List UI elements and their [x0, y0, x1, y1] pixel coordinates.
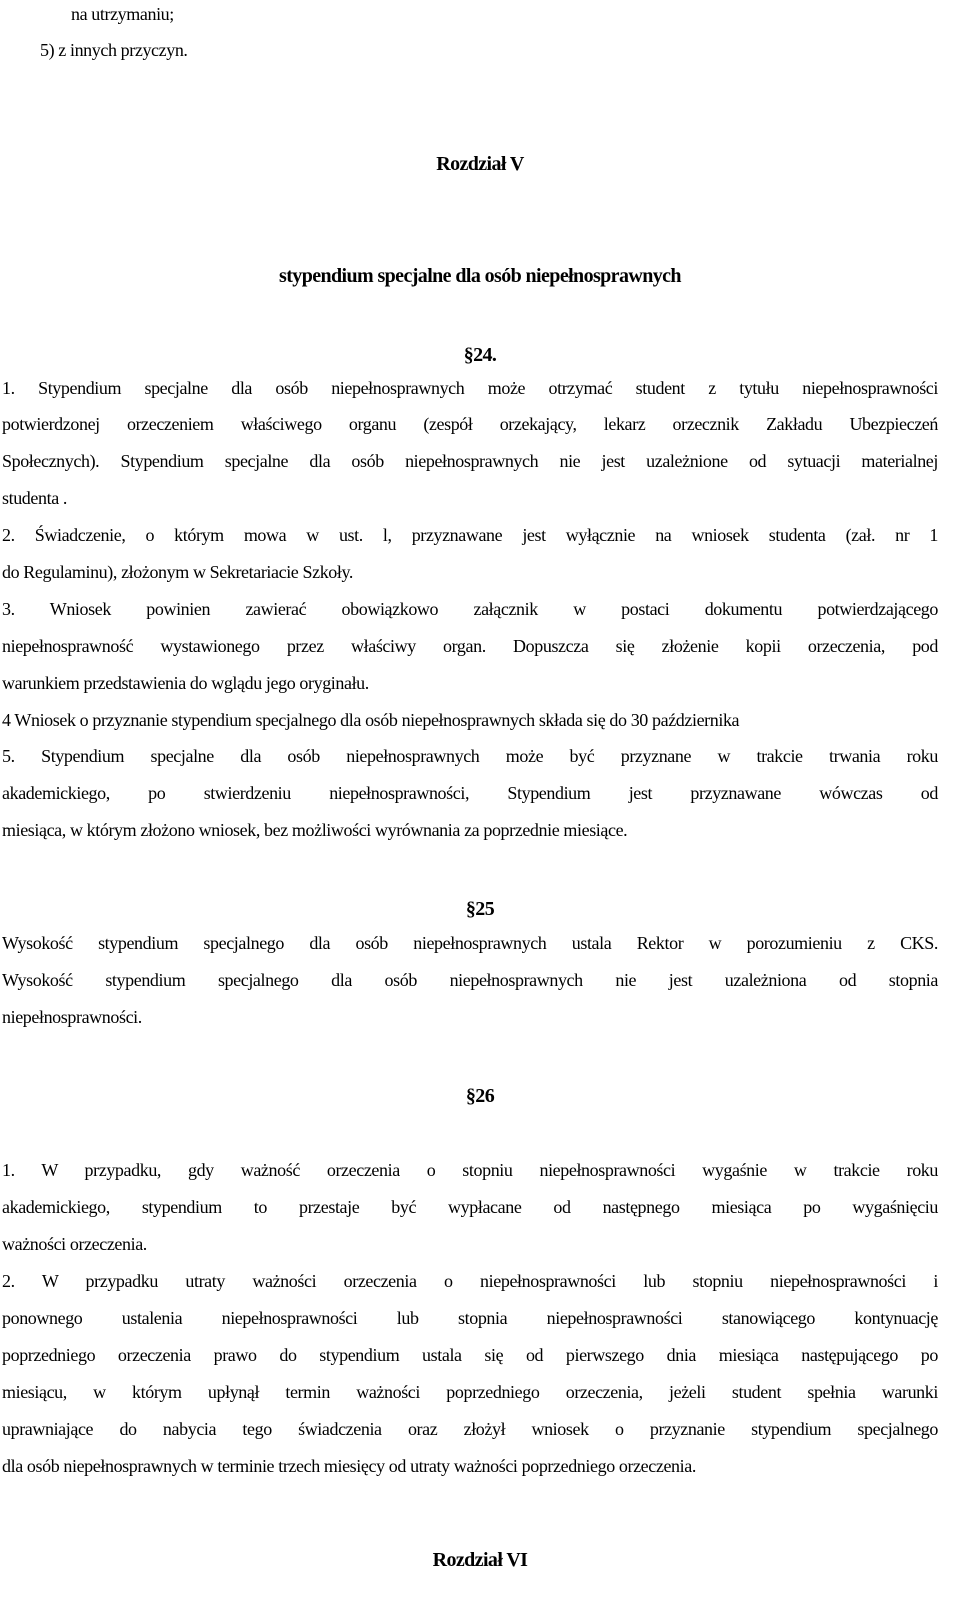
paragraph-line: 2. Świadczenie, o którym mowa w ust. l, przyznawane jest wyłącznie na wniosek studenta (zał. nr 1	[2, 525, 938, 545]
paragraph-line: niepełnosprawność wystawionego przez właściwy organ. Dopuszcza się złożenie kopii orzeczenia, pod	[2, 636, 938, 656]
paragraph-line: do Regulaminu), złożonym w Sekretariacie Szkoły.	[2, 562, 354, 582]
paragraph-line: uprawniające do nabycia tego świadczenia oraz złożył wniosek o przyznanie stypendium specjalnego	[2, 1419, 938, 1439]
paragraph-line: 1. W przypadku, gdy ważność orzeczenia o stopniu niepełnosprawności wygaśnie w trakcie roku	[2, 1160, 938, 1180]
paragraph-number: §25	[465, 898, 495, 920]
paragraph-line: 4 Wniosek o przyznanie stypendium specjalnego dla osób niepełnosprawnych składa się do 30 października	[2, 710, 740, 730]
paragraph-line: Wysokość stypendium specjalnego dla osób niepełnosprawnych ustala Rektor w porozumieniu z CKS.	[2, 933, 938, 953]
paragraph-number: §26	[465, 1085, 495, 1107]
chapter-heading: Rozdział V	[436, 153, 524, 175]
paragraph-line: 2. W przypadku utraty ważności orzeczenia o niepełnosprawności lub stopniu niepełnosprawności i	[2, 1271, 938, 1291]
paragraph-line: Wysokość stypendium specjalnego dla osób niepełnosprawnych nie jest uzależniona od stopnia	[2, 970, 938, 990]
paragraph-line: Społecznych). Stypendium specjalne dla osób niepełnosprawnych nie jest uzależnione od sytuacji materialnej	[2, 451, 938, 471]
list-item-text: na utrzymaniu;	[71, 4, 174, 24]
paragraph-line: potwierdzonej orzeczeniem właściwego organu (zespół orzekający, lekarz orzecznik Zakładu Ubezpieczeń	[2, 414, 938, 434]
paragraph-line: studenta .	[2, 488, 67, 508]
paragraph-line: warunkiem przedstawienia do wglądu jego oryginału.	[2, 673, 369, 693]
chapter-title: stypendium specjalne dla osób niepełnosprawnych	[279, 265, 681, 287]
paragraph-line: 3. Wniosek powinien zawierać obowiązkowo załącznik w postaci dokumentu potwierdzającego	[2, 599, 938, 619]
paragraph-line: 5. Stypendium specjalne dla osób niepełnosprawnych może być przyznane w trakcie trwania roku	[2, 746, 938, 766]
paragraph-line: poprzedniego orzeczenia prawo do stypendium ustala się od pierwszego dnia miesiąca następującego po	[2, 1345, 938, 1365]
paragraph-line: miesiącu, w którym upłynął termin ważności poprzedniego orzeczenia, jeżeli student spełnia warunki	[2, 1382, 938, 1402]
paragraph-line: akademickiego, po stwierdzeniu niepełnosprawności, Stypendium jest przyznawane wówczas od	[2, 783, 938, 803]
paragraph-line: ważności orzeczenia.	[2, 1234, 147, 1254]
list-item-text: 5) z innych przyczyn.	[40, 40, 188, 60]
paragraph-line: niepełnosprawności.	[2, 1007, 142, 1027]
paragraph-line: akademickiego, stypendium to przestaje być wypłacane od następnego miesiąca po wygaśnięciu	[2, 1197, 938, 1217]
paragraph-line: dla osób niepełnosprawnych w terminie trzech miesięcy od utraty ważności poprzedniego orzeczenia.	[2, 1456, 696, 1476]
paragraph-line: ponownego ustalenia niepełnosprawności lub stopnia niepełnosprawności stanowiącego kontynuację	[2, 1308, 938, 1328]
paragraph-number: §24.	[463, 344, 497, 366]
paragraph-line: miesiąca, w którym złożono wniosek, bez możliwości wyrównania za poprzednie miesiące.	[2, 820, 628, 840]
paragraph-line: 1. Stypendium specjalne dla osób niepełnosprawnych może otrzymać student z tytułu niepełnosprawności	[2, 378, 938, 398]
chapter-heading: Rozdział VI	[432, 1549, 528, 1571]
